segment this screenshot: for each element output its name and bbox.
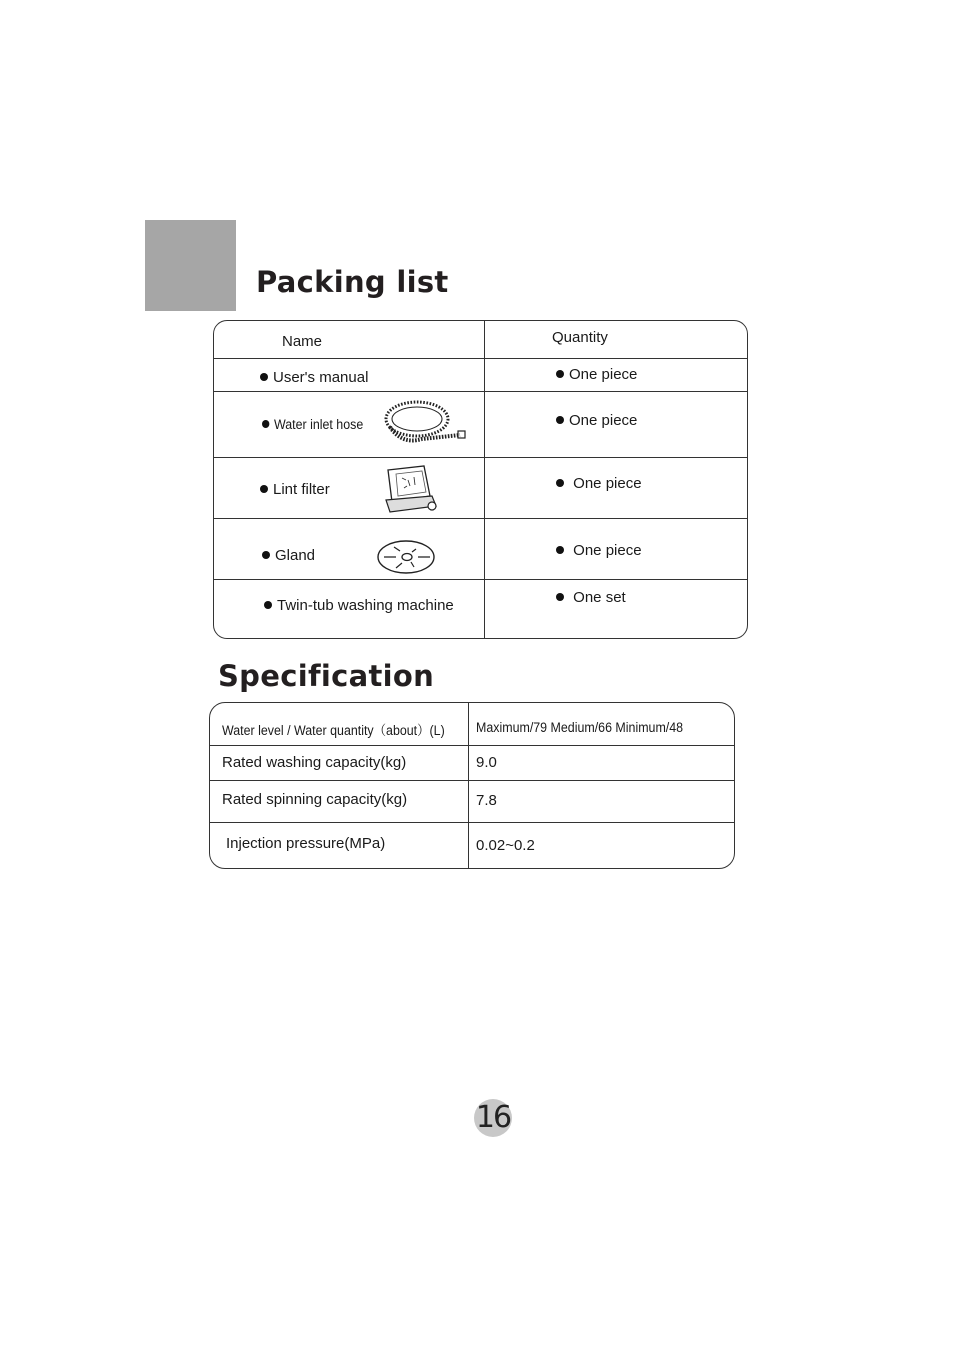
- spec-label: Water level / Water quantity（about）(L): [222, 723, 445, 738]
- packing-list-title: Packing list: [256, 265, 449, 299]
- bullet-icon: [556, 416, 564, 424]
- bullet-icon: [260, 485, 268, 493]
- list-item: Gland: [262, 547, 315, 564]
- spec-label: Rated washing capacity(kg): [222, 754, 407, 771]
- list-item-quantity: One piece: [556, 542, 642, 559]
- list-item-quantity: One piece: [556, 475, 642, 492]
- list-item-quantity: One set: [556, 589, 626, 606]
- header-quantity: Quantity: [552, 329, 608, 346]
- spec-value: Maximum/79 Medium/66 Minimum/48: [476, 720, 684, 735]
- spec-label: Rated spinning capacity(kg): [222, 791, 408, 808]
- list-item-quantity: One piece: [556, 366, 637, 383]
- list-item: Water inlet hose: [262, 417, 363, 432]
- page-number: 16: [475, 1100, 511, 1135]
- list-item-quantity: One piece: [556, 412, 637, 429]
- spec-value: 9.0: [476, 754, 497, 771]
- gland-icon: [376, 539, 436, 575]
- spec-value: 0.02~0.2: [476, 837, 535, 854]
- specification-title: Specification: [218, 659, 435, 693]
- bullet-icon: [556, 370, 564, 378]
- bullet-icon: [262, 420, 269, 428]
- list-item: Twin-tub washing machine: [264, 597, 454, 614]
- bullet-icon: [264, 601, 272, 609]
- bullet-icon: [260, 373, 268, 381]
- bullet-icon: [556, 479, 564, 487]
- header-name: Name: [282, 333, 323, 350]
- spec-label: Injection pressure(MPa): [226, 835, 386, 852]
- spec-value: 7.8: [476, 792, 497, 809]
- list-item: Lint filter: [260, 481, 330, 498]
- hose-icon: [382, 399, 468, 449]
- packing-list-table: [213, 320, 748, 639]
- section-marker-block: [145, 220, 236, 311]
- list-item: User's manual: [260, 369, 368, 386]
- bullet-icon: [556, 593, 564, 601]
- bullet-icon: [556, 546, 564, 554]
- lint-filter-icon: [382, 462, 442, 517]
- specification-table: [209, 702, 735, 869]
- bullet-icon: [262, 551, 270, 559]
